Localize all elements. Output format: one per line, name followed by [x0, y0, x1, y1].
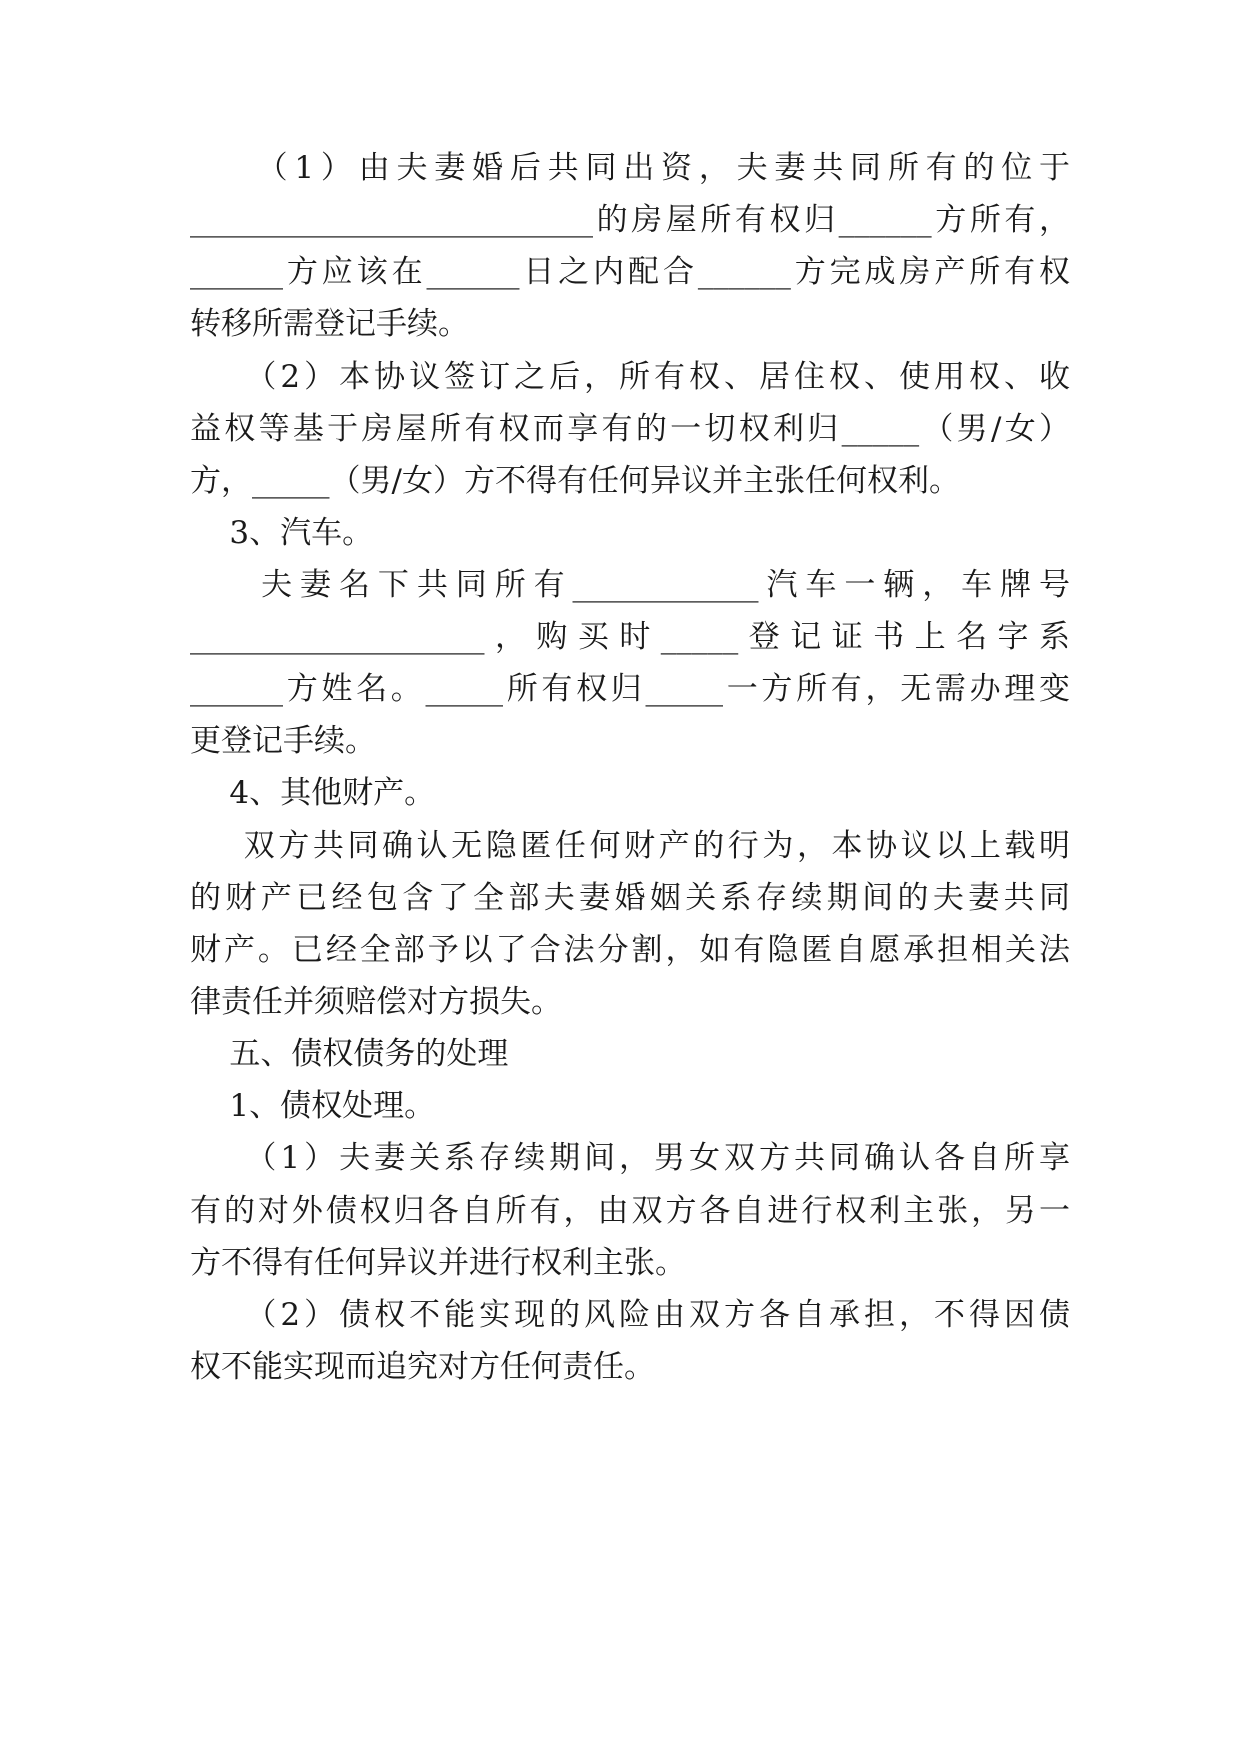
text-line: 转移所需登记手续。	[190, 306, 469, 342]
text-line: 权不能实现而追究对方任何责任。	[190, 1349, 655, 1385]
text-line: 1、债权处理。	[190, 1088, 436, 1124]
text-line: 更登记手续。	[190, 723, 376, 759]
text-line: 方不得有任何异议并进行权利主张。	[190, 1245, 686, 1281]
text-line: 3、汽车。	[190, 515, 374, 551]
text-line: （2）债权不能实现的风险由双方各自承担，不得因债	[190, 1297, 1070, 1333]
text-line: 4、其他财产。	[190, 775, 436, 811]
text-line: 财产。已经全部予以了合法分割，如有隐匿自愿承担相关法	[190, 932, 1070, 968]
text-line: ______方应该在______日之内配合______方完成房产所有权	[190, 254, 1070, 290]
text-line: 有的对外债权归各自所有，由双方各自进行权利主张，另一	[190, 1193, 1070, 1229]
text-line: __________________________的房屋所有权归______方所有，	[190, 202, 1070, 238]
text-line: 方，_____（男/女）方不得有任何异议并主张任何权利。	[190, 463, 960, 499]
text-line: 律责任并须赔偿对方损失。	[190, 984, 562, 1020]
text-line: 益权等基于房屋所有权而享有的一切权利归_____（男/女）	[190, 411, 1070, 447]
text-line: 夫妻名下共同所有____________汽车一辆，车牌号	[190, 567, 1070, 603]
text-line: （2）本协议签订之后，所有权、居住权、使用权、收	[190, 359, 1070, 395]
text-line: （1）由夫妻婚后共同出资，夫妻共同所有的位于	[190, 150, 1070, 186]
text-line: 的财产已经包含了全部夫妻婚姻关系存续期间的夫妻共同	[190, 880, 1070, 916]
text-line: 双方共同确认无隐匿任何财产的行为，本协议以上载明	[190, 828, 1070, 864]
text-line: 五、债权债务的处理	[190, 1036, 509, 1072]
text-line: （1）夫妻关系存续期间，男女双方共同确认各自所享	[190, 1140, 1070, 1176]
text-line: ___________________，购买时_____登记证书上名字系	[190, 619, 1070, 655]
text-line: ______方姓名。_____所有权归_____一方所有，无需办理变	[190, 671, 1070, 707]
